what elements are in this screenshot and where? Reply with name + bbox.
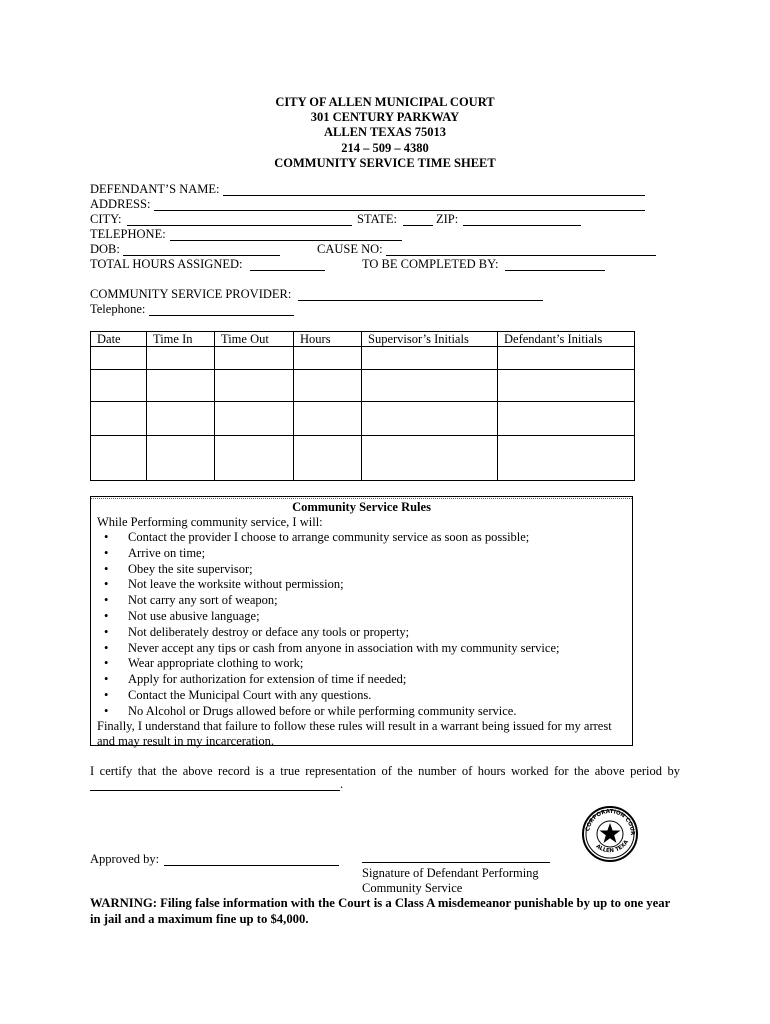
bullet-icon: • bbox=[104, 687, 109, 702]
bullet-icon: • bbox=[104, 593, 109, 608]
col-supervisor-initials: Supervisor’s Initials bbox=[362, 332, 498, 347]
warning-text bbox=[90, 896, 690, 927]
table-cell[interactable] bbox=[215, 402, 294, 436]
list-item bbox=[97, 672, 559, 688]
court-city: ALLEN TEXAS 75013 bbox=[323, 125, 447, 140]
table-cell[interactable] bbox=[498, 436, 635, 481]
rule-text: Contact the Municipal Court with any questions. bbox=[128, 687, 372, 702]
warning-line2: in jail and a maximum fine up to $4,000. bbox=[90, 911, 309, 926]
table-cell[interactable] bbox=[498, 370, 635, 402]
table-cell[interactable] bbox=[362, 347, 498, 370]
bullet-icon: • bbox=[104, 703, 109, 718]
rule-text: No Alcohol or Drugs allowed before or while performing community service. bbox=[128, 703, 517, 718]
provider-telephone-label: Telephone: bbox=[90, 302, 146, 316]
table-cell[interactable] bbox=[91, 347, 147, 370]
table-header-row bbox=[91, 332, 635, 347]
bullet-icon: • bbox=[104, 530, 109, 544]
bullet-icon: • bbox=[104, 656, 109, 671]
rules-final-line2: and may result in my incarceration. bbox=[97, 734, 275, 748]
list-item bbox=[97, 641, 559, 657]
provider-field[interactable] bbox=[298, 300, 543, 301]
list-item bbox=[97, 593, 559, 609]
warning-line1: WARNING: Filing false information with the Court is a Class A misdemeanor punishable by up to one year bbox=[90, 896, 671, 910]
total-hours-label: TOTAL HOURS ASSIGNED: bbox=[90, 257, 243, 271]
bullet-icon: • bbox=[104, 672, 109, 687]
zip-label: ZIP: bbox=[436, 212, 459, 226]
address-field[interactable] bbox=[154, 210, 645, 211]
rule-text: Not leave the worksite without permission; bbox=[128, 577, 344, 592]
provider-label: COMMUNITY SERVICE PROVIDER: bbox=[90, 287, 292, 301]
table-cell[interactable] bbox=[294, 347, 362, 370]
table-cell[interactable] bbox=[147, 436, 215, 481]
table-cell[interactable] bbox=[498, 402, 635, 436]
table-row bbox=[91, 347, 635, 370]
table-row bbox=[91, 436, 635, 481]
form-header bbox=[0, 95, 770, 171]
table-cell[interactable] bbox=[498, 347, 635, 370]
to-be-completed-field[interactable] bbox=[505, 270, 605, 271]
table-cell[interactable] bbox=[91, 436, 147, 481]
list-item bbox=[97, 609, 559, 625]
defendant-name-label: DEFENDANT’S NAME: bbox=[90, 182, 220, 196]
table-cell[interactable] bbox=[294, 402, 362, 436]
cause-no-label: CAUSE NO: bbox=[317, 242, 383, 256]
signature-caption-line2: Community Service bbox=[362, 881, 463, 895]
rules-list bbox=[97, 530, 559, 720]
table-cell[interactable] bbox=[294, 436, 362, 481]
state-label: STATE: bbox=[357, 212, 397, 226]
total-hours-field[interactable] bbox=[250, 270, 325, 271]
bullet-icon: • bbox=[104, 545, 109, 560]
list-item bbox=[97, 546, 559, 562]
signature-caption-line1: Signature of Defendant Performing bbox=[362, 866, 539, 880]
court-street: 301 CENTURY PARKWAY bbox=[310, 110, 460, 125]
list-item bbox=[97, 562, 559, 578]
list-item bbox=[97, 688, 559, 704]
table-cell[interactable] bbox=[147, 370, 215, 402]
svg-text:ALLEN TEXAS: ALLEN TEXA bbox=[594, 839, 631, 855]
rule-text: Wear appropriate clothing to work; bbox=[128, 656, 304, 671]
col-defendant-initials: Defendant’s Initials bbox=[498, 332, 635, 347]
court-seal-icon bbox=[580, 804, 640, 864]
telephone-label: TELEPHONE: bbox=[90, 227, 166, 241]
rules-title: Community Service Rules bbox=[292, 500, 431, 514]
table-cell[interactable] bbox=[91, 370, 147, 402]
table-row bbox=[91, 402, 635, 436]
table-cell[interactable] bbox=[215, 370, 294, 402]
rule-text: Obey the site supervisor; bbox=[128, 561, 253, 576]
hours-log-table bbox=[90, 331, 635, 481]
table-cell[interactable] bbox=[362, 436, 498, 481]
certify-period: . bbox=[340, 777, 344, 791]
certify-text: I certify that the above record is a true representation of the number of hours worked for the above period by bbox=[90, 764, 680, 778]
city-label: CITY: bbox=[90, 212, 122, 226]
col-time-in: Time In bbox=[147, 332, 215, 347]
list-item bbox=[97, 704, 559, 720]
table-row bbox=[91, 370, 635, 402]
rules-box bbox=[90, 496, 633, 746]
table-cell[interactable] bbox=[147, 402, 215, 436]
bullet-icon: • bbox=[104, 608, 109, 623]
telephone-field[interactable] bbox=[170, 240, 402, 241]
rules-divider bbox=[91, 498, 632, 499]
list-item bbox=[97, 656, 559, 672]
city-field[interactable] bbox=[127, 225, 352, 226]
table-cell[interactable] bbox=[215, 347, 294, 370]
bullet-icon: • bbox=[104, 640, 109, 655]
to-be-completed-label: TO BE COMPLETED BY: bbox=[362, 257, 499, 271]
table-cell[interactable] bbox=[147, 347, 215, 370]
rules-final bbox=[97, 719, 612, 749]
address-label: ADDRESS: bbox=[90, 197, 151, 211]
defendant-name-field[interactable] bbox=[223, 195, 645, 196]
defendant-signature-field[interactable] bbox=[362, 862, 550, 863]
list-item bbox=[97, 625, 559, 641]
approved-by-label: Approved by: bbox=[90, 852, 160, 866]
rule-text: Apply for authorization for extension of time if needed; bbox=[128, 672, 407, 687]
col-hours: Hours bbox=[294, 332, 362, 347]
rule-text: Not carry any sort of weapon; bbox=[128, 593, 278, 608]
bullet-icon: • bbox=[104, 561, 109, 576]
col-time-out: Time Out bbox=[215, 332, 294, 347]
approved-by-field[interactable] bbox=[164, 865, 339, 866]
svg-text:CORPORATION COURT: CORPORATION COUR bbox=[585, 808, 636, 836]
rules-final-line1: Finally, I understand that failure to follow these rules will result in a warrant being issued for my arrest bbox=[97, 719, 612, 733]
state-field[interactable] bbox=[403, 225, 433, 226]
form-title: COMMUNITY SERVICE TIME SHEET bbox=[274, 155, 496, 170]
table-cell[interactable] bbox=[362, 370, 498, 402]
rule-text: Contact the provider I choose to arrange community service as soon as possible; bbox=[128, 530, 530, 544]
rule-text: Not deliberately destroy or deface any tools or property; bbox=[128, 624, 410, 639]
certify-name-field[interactable] bbox=[90, 790, 340, 791]
bullet-icon: • bbox=[104, 577, 109, 592]
court-name: CITY OF ALLEN MUNICIPAL COURT bbox=[275, 95, 495, 109]
provider-telephone-field[interactable] bbox=[149, 315, 294, 316]
rule-text: Not use abusive language; bbox=[128, 608, 260, 623]
rules-intro: While Performing community service, I will: bbox=[97, 515, 323, 529]
list-item bbox=[97, 577, 559, 593]
list-item bbox=[97, 530, 559, 546]
cause-no-field[interactable] bbox=[386, 255, 656, 256]
table-cell[interactable] bbox=[215, 436, 294, 481]
rule-text: Arrive on time; bbox=[128, 545, 206, 560]
dob-field[interactable] bbox=[123, 255, 280, 256]
table-cell[interactable] bbox=[362, 402, 498, 436]
dob-label: DOB: bbox=[90, 242, 120, 256]
col-date: Date bbox=[91, 332, 147, 347]
table-cell[interactable] bbox=[294, 370, 362, 402]
table-cell[interactable] bbox=[91, 402, 147, 436]
zip-field[interactable] bbox=[463, 225, 581, 226]
bullet-icon: • bbox=[104, 624, 109, 639]
rule-text: Never accept any tips or cash from anyone in association with my community service; bbox=[128, 640, 560, 655]
court-phone: 214 – 509 – 4380 bbox=[341, 140, 429, 155]
